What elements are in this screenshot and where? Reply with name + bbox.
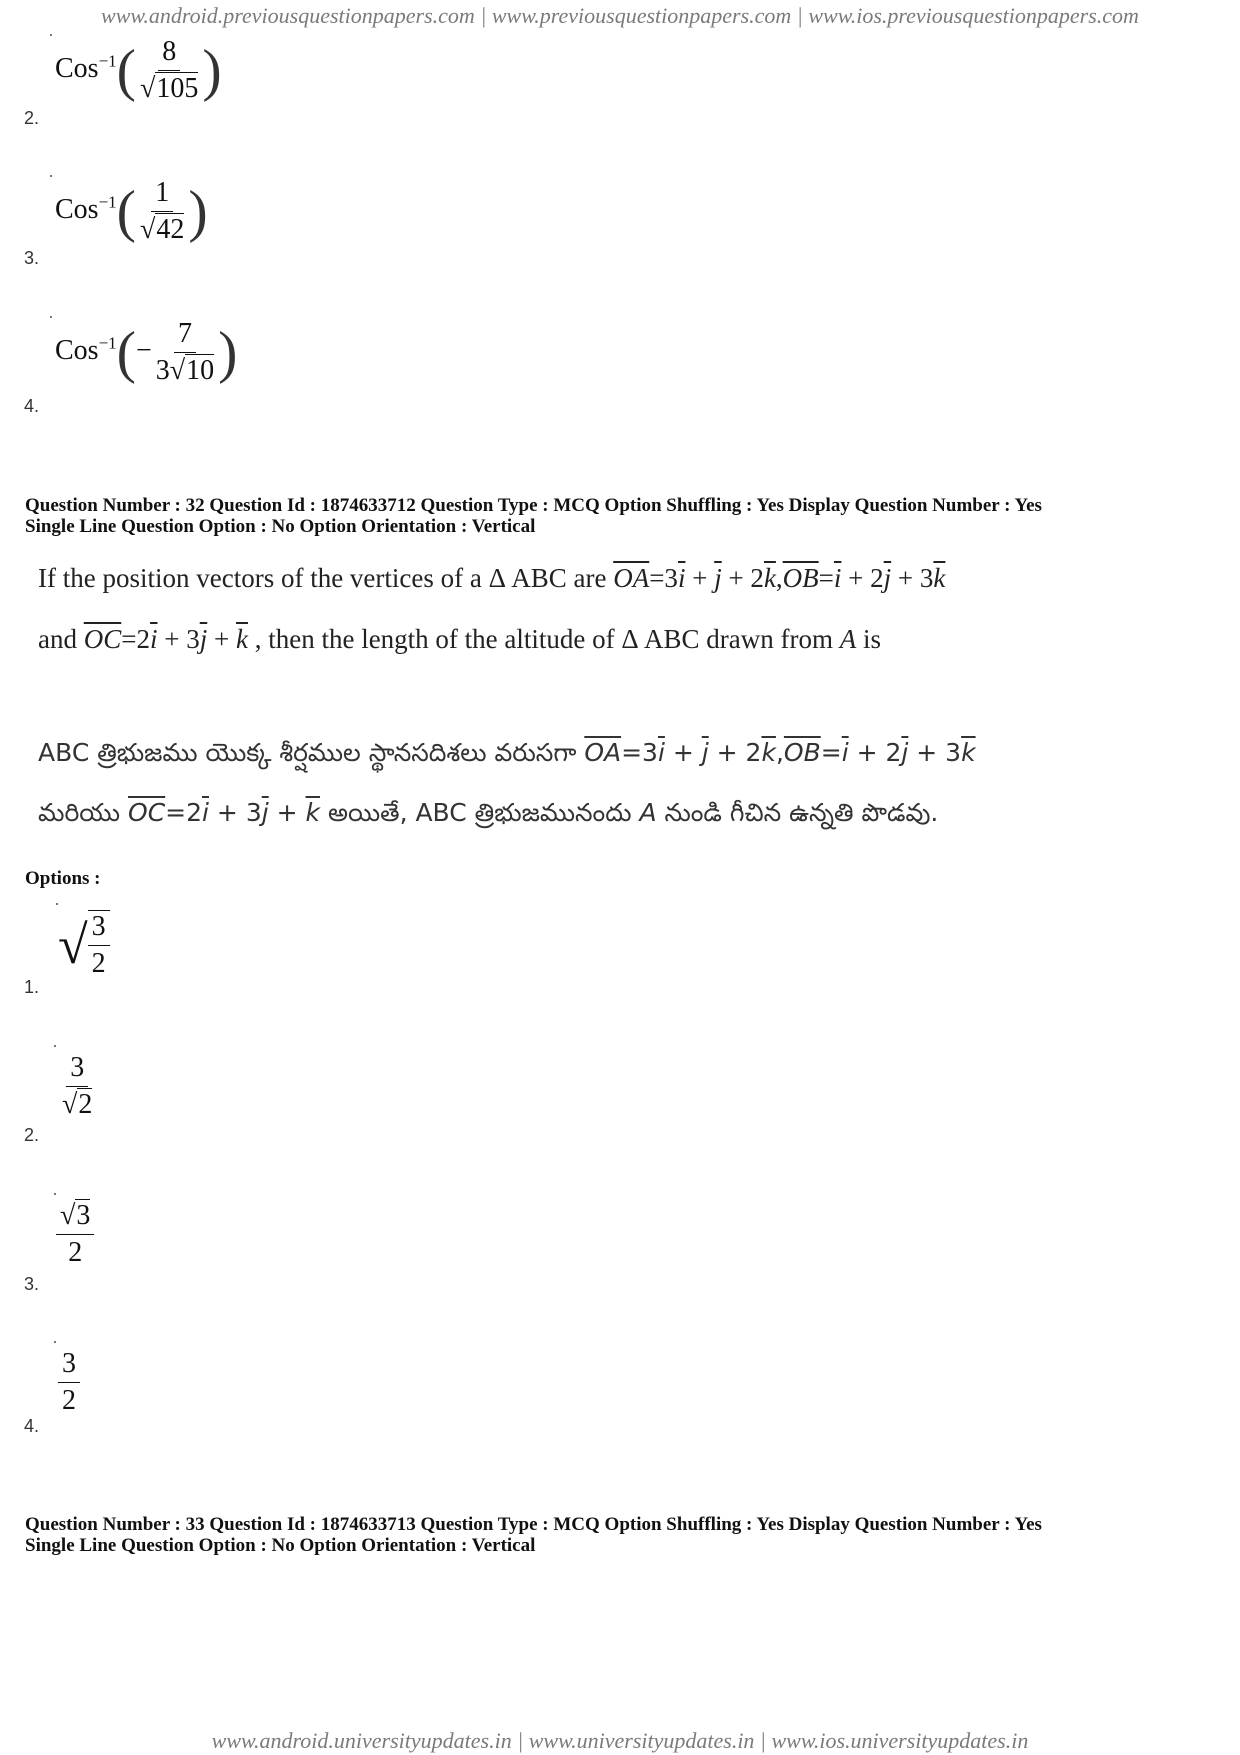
prev-option-3-number: 3. (24, 248, 40, 268)
header-watermark: www.android.previousquestionpapers.com | www.previousquestionpapers.com | www.ios.previousquestionpapers.com (101, 3, 1139, 28)
option-2-number: 2. (24, 1125, 40, 1145)
question-32-english-line1: If the position vectors of the vertices of a Δ ABC are $\overline{OA}=3\overline{i} + \overline{j} + 2\overline{k},\overline{OB}=\overline{i} + 2\overline{j} + 3\overline{k}$ (38, 563, 946, 593)
question-32-meta (25, 495, 1042, 537)
option-4-expression: $\frac{3}{2}$ (58, 1348, 80, 1417)
question-32-meta-line1: Question Number : 32 Question Id : 1874633712 Question Type : MCQ Option Shuffling : Yes Display Question Number : Yes (25, 495, 1042, 516)
option-marker-dot (54, 1341, 56, 1343)
footer-watermark: www.android.universityupdates.in | www.universityupdates.in | www.ios.universityupdates.in (211, 1728, 1029, 1753)
option-marker-dot (50, 175, 52, 177)
question-33-meta (25, 1514, 1042, 1556)
question-32-meta-line2: Single Line Question Option : No Option Orientation : Vertical (25, 516, 536, 537)
question-32-telugu-line2: మరియు $\overline{OC}=2\overline{i} + 3\overline{j} + \overline{k}$ అయితే, ABC త్రిభుజమునందు A నుండి గీచిన ఉన్నతి పొడవు. (38, 798, 939, 827)
prev-option-4-number: 4. (24, 396, 40, 416)
prev-option-2-number: 2. (24, 108, 40, 128)
option-1-number: 1. (24, 977, 40, 997)
option-marker-dot (50, 316, 52, 318)
option-marker-dot (56, 903, 58, 905)
option-1-expression: √ $\frac{3}{2}$ (58, 910, 110, 980)
option-3-number: 3. (24, 1274, 40, 1294)
option-marker-dot (50, 34, 52, 36)
question-32-english-line2: and $\overline{OC}=2\overline{i} + 3\overline{j} + \overline{k}$ , then the length of the altitude of Δ ABC drawn from A is (38, 624, 881, 654)
option-marker-dot (54, 1193, 56, 1195)
option-3-expression: $\frac{√3}{2}$ (56, 1200, 94, 1269)
option-4-number: 4. (24, 1416, 40, 1436)
prev-option-4-expression: Cos$^{-1}$(− $\frac{7}{3√10}$ ) (55, 318, 238, 386)
prev-option-2-expression: Cos$^{-1}$( $\frac{8}{√105}$ ) (55, 36, 222, 104)
question-33-meta-line1: Question Number : 33 Question Id : 1874633713 Question Type : MCQ Option Shuffling : Yes Display Question Number : Yes (25, 1514, 1042, 1535)
question-33-meta-line2: Single Line Question Option : No Option Orientation : Vertical (25, 1535, 536, 1556)
question-32-telugu-line1: ABC త్రిభుజము యొక్క శీర్షముల స్థానసదిశలు వరుసగా $\overline{OA}=3\overline{i} + \overline{j} + 2\overline{k},\overline{OB}=\overline{i} + 2\overline{j} + 3\overline{k}$ (38, 738, 976, 767)
option-marker-dot (54, 1045, 56, 1047)
options-label: Options : (25, 868, 101, 889)
option-2-expression: $\frac{3}{√2}$ (62, 1052, 93, 1120)
prev-option-3-expression: Cos$^{-1}$( $\frac{1}{√42}$ ) (55, 177, 208, 245)
